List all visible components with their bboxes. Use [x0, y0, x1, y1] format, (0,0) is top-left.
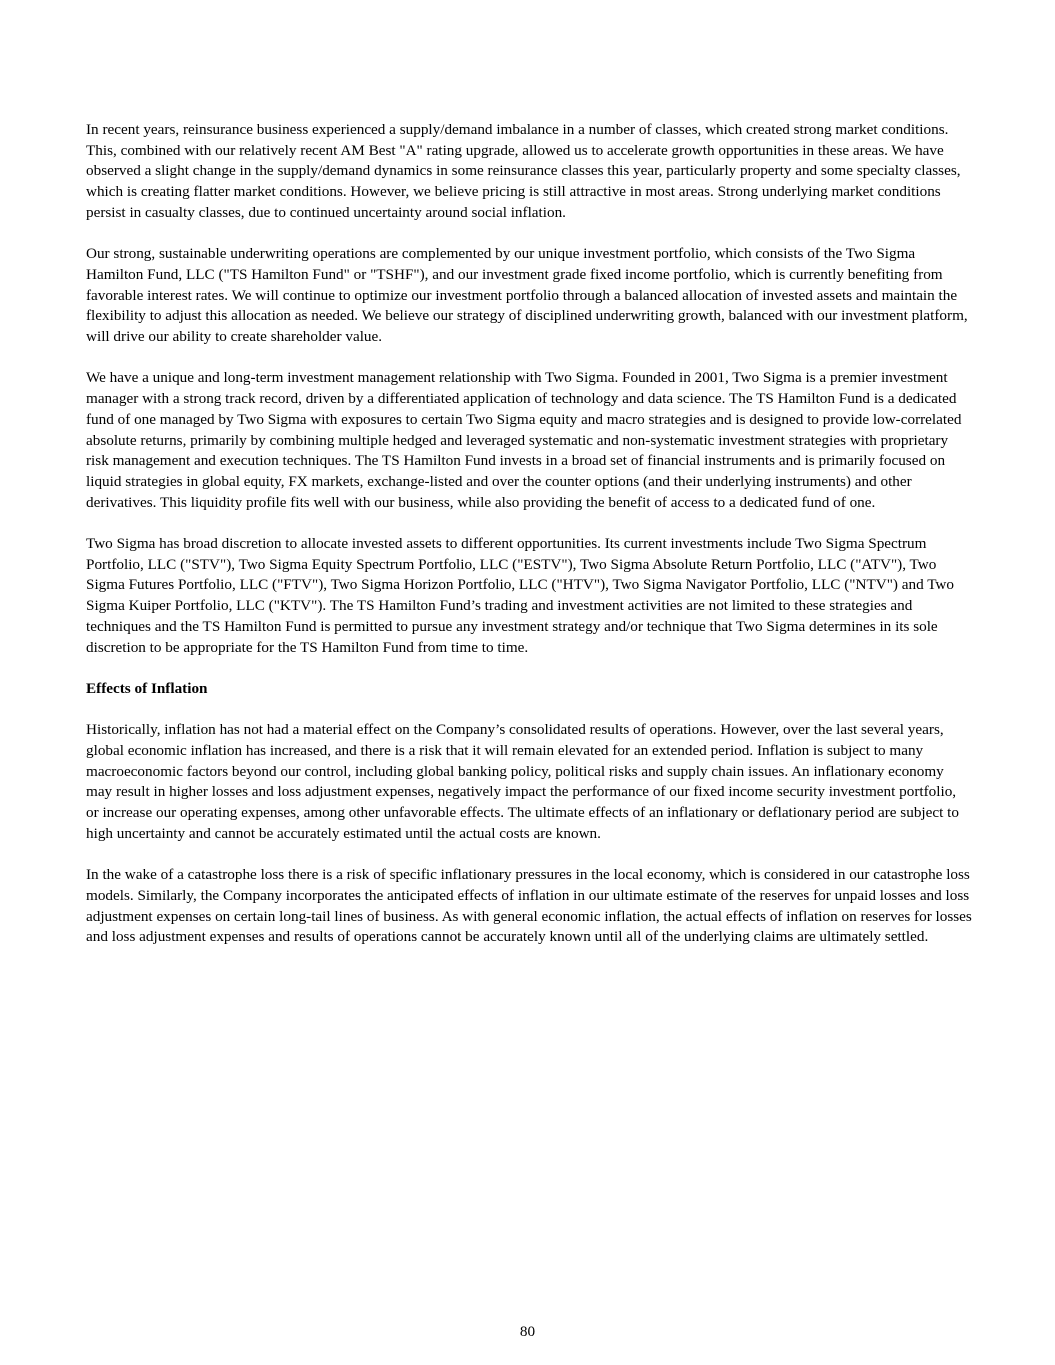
paragraph-two-sigma-relationship: We have a unique and long-term investment management relationship with Two Sigma. Founded in 2001, Two Sigma is a premier investment manager with a strong track record, driven by a differentiated application of technology and data science. The TS Hamilton Fund is a dedicated fund of one managed by Two Sigma with exposures to certain Two Sigma equity and macro strategies and is designed to provide low-correlated absolute returns, primarily by combining multiple hedged and leveraged systematic and non-systematic investment strategies with proprietary risk management and execution techniques. The TS Hamilton Fund invests in a broad set of financial instruments and is primarily focused on liquid strategies in global equity, FX markets, exchange-listed and over the counter options (and their underlying instruments) and other derivatives. This liquidity profile fits well with our business, while also providing the benefit of access to a dedicated fund of one.	[86, 369, 962, 511]
page-number: 80	[519, 1323, 536, 1340]
paragraph-underwriting-investment: Our strong, sustainable underwriting operations are complemented by our unique investment portfolio, which consists of the Two Sigma Hamilton Fund, LLC ("TS Hamilton Fund" or "TSHF"), and our investment grade fixed income portfolio, which is currently benefiting from favorable interest rates. We will continue to optimize our investment portfolio through a balanced allocation of invested assets and maintain the flexibility to adjust this allocation as needed. We believe our strategy of disciplined underwriting growth, balanced with our investment platform, will drive our ability to create shareholder value.	[86, 245, 968, 346]
paragraph-catastrophe-inflation: In the wake of a catastrophe loss there is a risk of specific inflationary pressures in the local economy, which is considered in our catastrophe loss models. Similarly, the Company incorporates the anticipated effects of inflation in our ultimate estimate of the reserves for unpaid losses and loss adjustment expenses on certain long-tail lines of business. As with general economic inflation, the actual effects of inflation on reserves for losses and loss adjustment expenses and results of operations cannot be accurately known until all of the underlying claims are ultimately settled.	[86, 866, 972, 946]
document-body	[86, 120, 972, 969]
paragraph-inflation-history: Historically, inflation has not had a material effect on the Company’s consolidated results of operations. However, over the last several years, global economic inflation has increased, and there is a risk that it will remain elevated for an extended period. Inflation is subject to many macroeconomic factors beyond our control, including global banking policy, political risks and supply chain issues. An inflationary economy may result in higher losses and loss adjustment expenses, negatively impact the performance of our fixed income security investment portfolio, or increase our operating expenses, among other unfavorable effects. The ultimate effects of an inflationary or deflationary period are subject to high uncertainty and cannot be accurately estimated until the actual costs are known.	[86, 721, 959, 842]
paragraph-reinsurance-market: In recent years, reinsurance business experienced a supply/demand imbalance in a number of classes, which created strong market conditions. This, combined with our relatively recent AM Best "A" rating upgrade, allowed us to accelerate growth opportunities in these areas. We have observed a slight change in the supply/demand dynamics in some reinsurance classes this year, particularly property and some specialty classes, which is creating flatter market conditions. However, we believe pricing is still attractive in most areas. Strong underlying market conditions persist in casualty classes, due to continued uncertainty around social inflation.	[86, 121, 961, 221]
section-heading-effects-of-inflation: Effects of Inflation	[86, 679, 208, 697]
paragraph-two-sigma-investments: Two Sigma has broad discretion to allocate invested assets to different opportunities. Its current investments include Two Sigma Spectrum Portfolio, LLC ("STV"), Two Sigma Equity Spectrum Portfolio, LLC ("ESTV"), Two Sigma Absolute Return Portfolio, LLC ("ATV"), Two Sigma Futures Portfolio, LLC ("FTV"), Two Sigma Horizon Portfolio, LLC ("HTV"), Two Sigma Navigator Portfolio, LLC ("NTV") and Two Sigma Kuiper Portfolio, LLC ("KTV"). The TS Hamilton Fund’s trading and investment activities are not limited to these strategies and techniques and the TS Hamilton Fund is permitted to pursue any investment strategy and/or technique that Two Sigma determines in its sole discretion to be appropriate for the TS Hamilton Fund from time to time.	[86, 535, 954, 656]
